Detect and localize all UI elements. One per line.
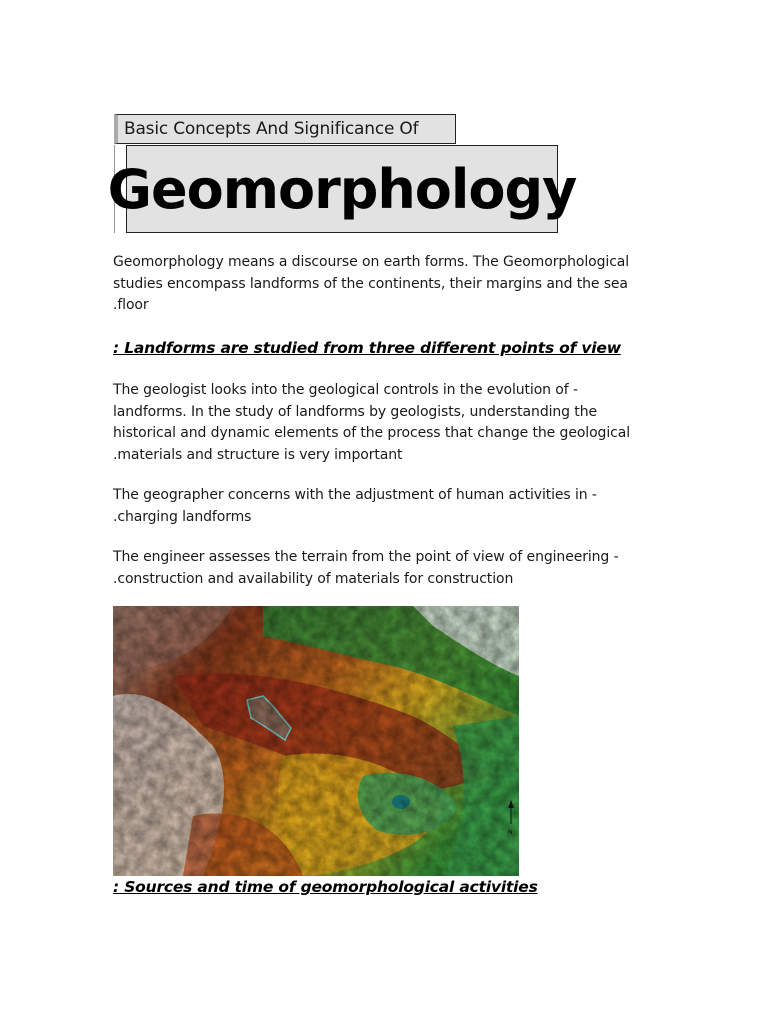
document-title-box (107, 145, 577, 233)
document-subtitle-box (114, 114, 456, 144)
section-heading-sources: : Sources and time of geomorphological activities (113, 878, 538, 896)
geologist-paragraph: The geologist looks into the geological controls in the evolution of - landforms. In the study of landforms by geologists, understanding the historical and dynamic elements of the process that change the geological .materials and structure is very important (113, 382, 630, 463)
relief-map-image (113, 606, 519, 876)
document-subtitle: Basic Concepts And Significance Of (124, 119, 419, 139)
geographer-paragraph: The geographer concerns with the adjustment of human activities in - .charging landforms (113, 487, 597, 525)
section-heading-viewpoints: : Landforms are studied from three different points of view (113, 339, 621, 357)
intro-paragraph: Geomorphology means a discourse on earth forms. The Geomorphological studies encompass landforms of the continents, their margins and the sea .floor (113, 254, 630, 313)
document-title: Geomorphology (107, 157, 577, 221)
north-label: N (508, 829, 513, 836)
engineer-paragraph: The engineer assesses the terrain from the point of view of engineering - .construction and availability of materials for construction (113, 549, 619, 587)
